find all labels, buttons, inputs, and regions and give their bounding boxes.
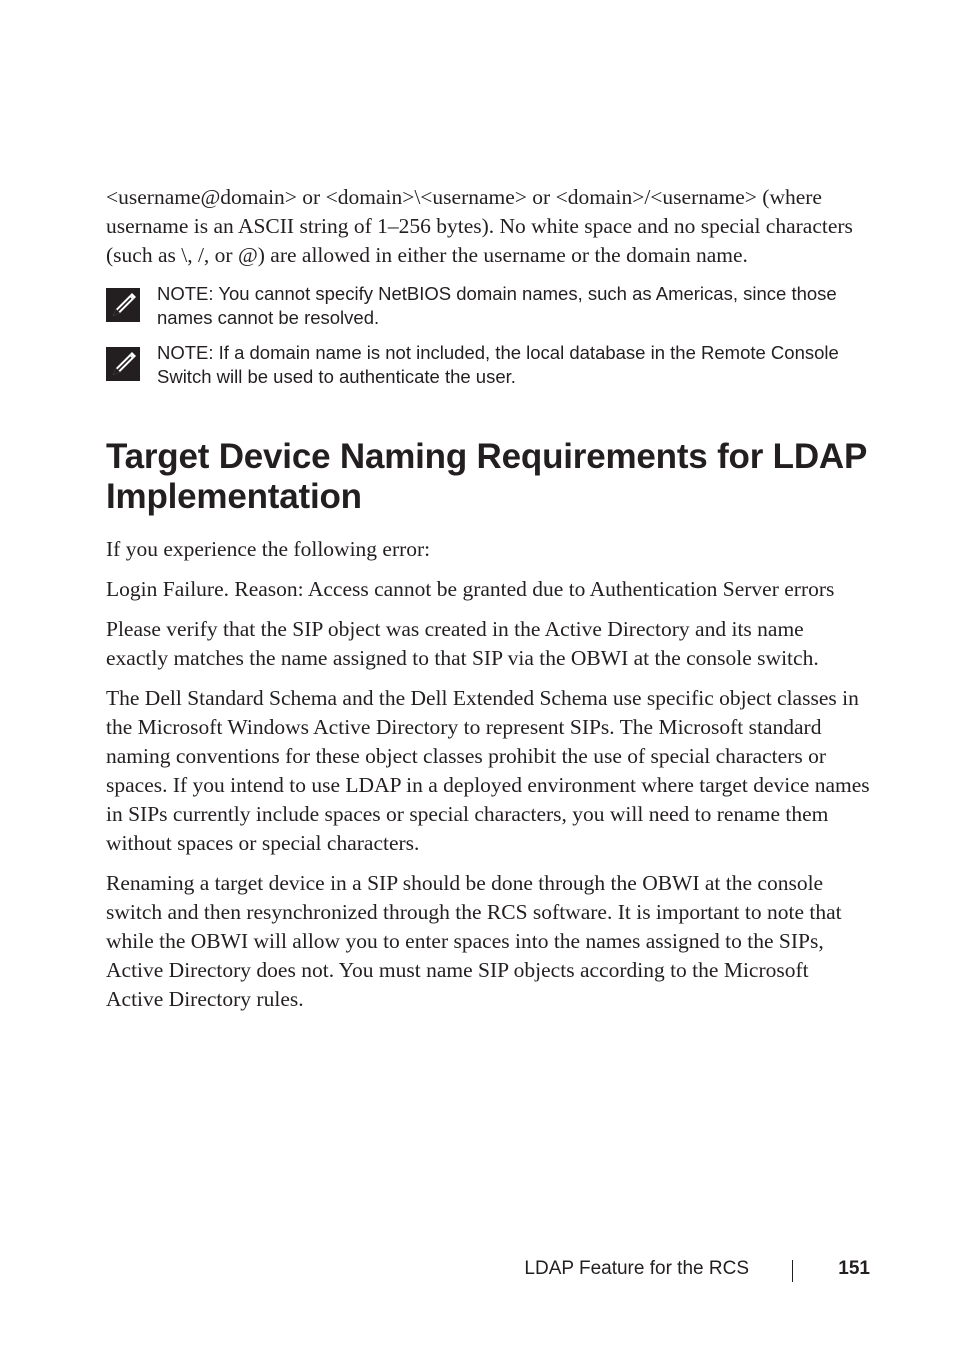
footer-divider [792, 1260, 793, 1282]
body-paragraph: The Dell Standard Schema and the Dell Extended Schema use specific object classes in the Microsoft Windows Active Directory to represent SIPs. The Microsoft standard naming conventions for these object classes prohibit the use of special characters or spaces. If you intend to use LDAP in a deployed environment where target device names in SIPs currently include spaces or special characters, you will need to rename them without spaces or special characters. [106, 686, 870, 855]
note-label: NOTE: [157, 342, 214, 363]
note-text: If a domain name is not included, the local database in the Remote Console Switch will be used to authenticate the user. [157, 342, 839, 387]
error-message-paragraph: Login Failure. Reason: Access cannot be granted due to Authentication Server errors [106, 577, 835, 601]
note-text: You cannot specify NetBIOS domain names, such as Americas, since those names cannot be resolved. [157, 283, 837, 328]
body-paragraph: Please verify that the SIP object was created in the Active Directory and its name exactly matches the name assigned to that SIP via the OBWI at the console switch. [106, 617, 819, 670]
body-paragraph: Renaming a target device in a SIP should be done through the OBWI at the console switch and then resynchronized through the RCS software. It is important to note that while the OBWI will allow you to enter spaces into the names assigned to the SIPs, Active Directory does not. You must name SIP objects according to the Microsoft Active Directory rules. [106, 871, 842, 1011]
note-pencil-icon [106, 347, 140, 381]
footer-title: LDAP Feature for the RCS [524, 1258, 749, 1279]
note-2 [106, 341, 870, 389]
note-1 [106, 282, 870, 330]
body-paragraph: If you experience the following error: [106, 537, 431, 561]
note-pencil-icon [106, 288, 140, 322]
page-footer [0, 1258, 954, 1284]
page-content [106, 183, 870, 1025]
page-number: 151 [838, 1258, 870, 1279]
intro-paragraph: <username@domain> or <domain>\<username> or <domain>/<username> (where username is an ASCII string of 1–256 bytes). No white space and no special characters (such as \, /, or @) are allowed in either the username or the domain name. [106, 185, 853, 267]
section-heading: Target Device Naming Requirements for LDAP Implementation [106, 437, 867, 516]
note-label: NOTE: [157, 283, 214, 304]
